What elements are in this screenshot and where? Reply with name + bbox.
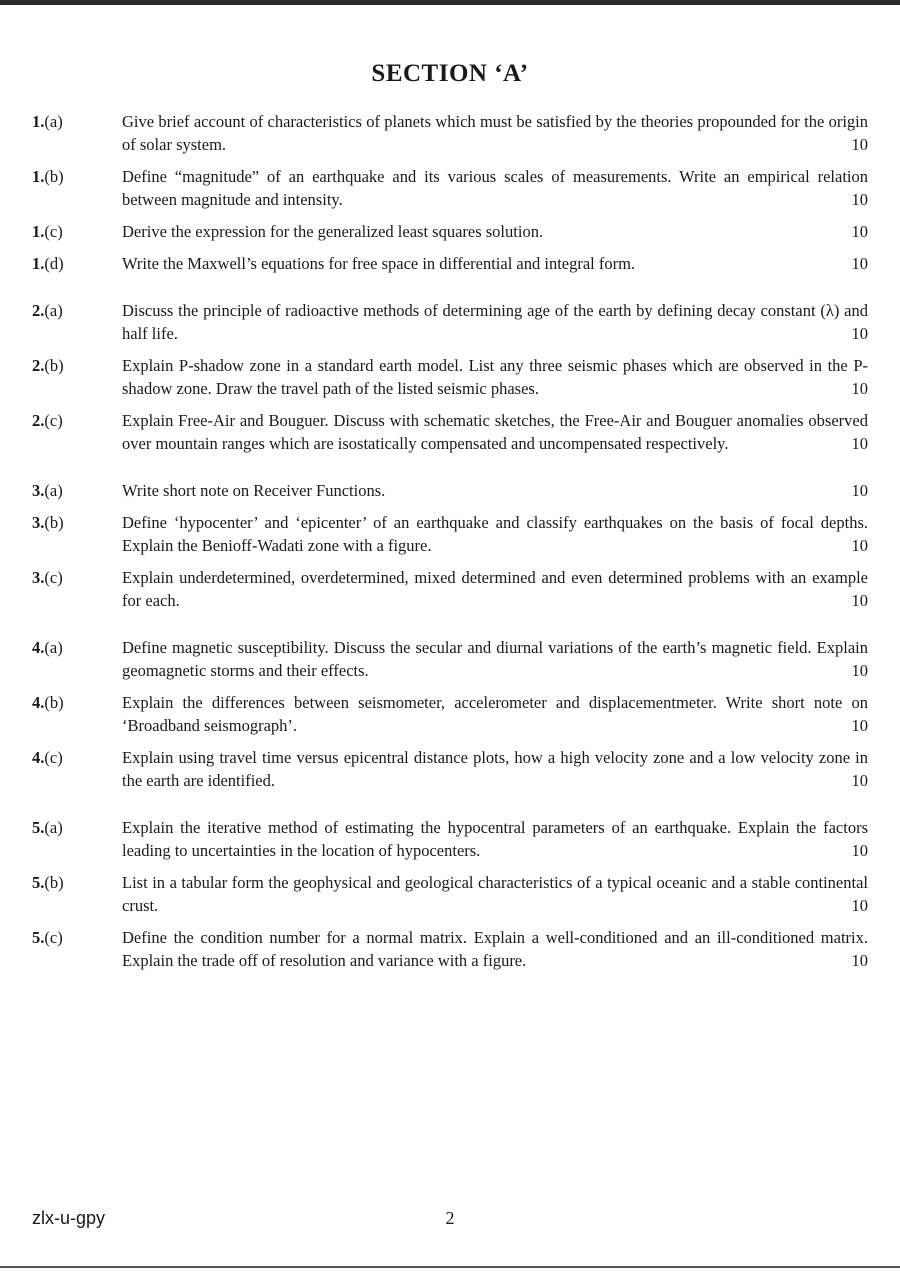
question-body (122, 926, 868, 972)
question-number-part: (b) (44, 356, 64, 375)
question-marks: 10 (851, 222, 868, 241)
question-number-main: 5. (32, 873, 45, 892)
question-gap (32, 345, 868, 354)
question-text: Write short note on Receiver Functions. (122, 481, 386, 500)
question-number-part: (a) (44, 818, 63, 837)
question-body (122, 299, 868, 345)
question-marks: 10 (851, 536, 868, 555)
question-number (32, 220, 122, 243)
question-text: Write the Maxwell’s equations for free space in differential and integral form. (122, 254, 636, 273)
question-text: Define the condition number for a normal matrix. Explain a well-conditioned and an ill-conditioned matrix. Explain the trade off of resolution and variance with a figure. (122, 928, 868, 970)
question-number-main: 3. (32, 568, 45, 587)
question-gap (32, 682, 868, 691)
question-group-gap (32, 612, 868, 636)
question-body (122, 691, 868, 737)
question-group-gap (32, 792, 868, 816)
question-body (122, 220, 868, 243)
question-gap (32, 502, 868, 511)
question-item (32, 746, 868, 792)
question-number-part: (b) (44, 873, 64, 892)
question-number-part: (c) (44, 568, 63, 587)
question-marks: 10 (851, 324, 868, 343)
question-text: Define ‘hypocenter’ and ‘epicenter’ of an earthquake and classify earthquakes on the basis of focal depths. Explain the Benioff-Wadati zone with a figure. (122, 513, 868, 555)
question-body (122, 566, 868, 612)
question-item (32, 871, 868, 917)
question-number (32, 479, 122, 502)
question-marks: 10 (851, 591, 868, 610)
question-item (32, 220, 868, 243)
question-number-part: (c) (44, 928, 63, 947)
question-number (32, 636, 122, 682)
question-text: Explain using travel time versus epicentral distance plots, how a high velocity zone and a low velocity zone in the earth are identified. (122, 748, 868, 790)
question-marks: 10 (851, 135, 868, 154)
question-number-main: 1. (32, 254, 45, 273)
question-number-part: (a) (44, 638, 63, 657)
question-text: Discuss the principle of radioactive methods of determining age of the earth by defining decay constant (λ) and half life. (122, 301, 868, 343)
question-number-main: 2. (32, 356, 45, 375)
question-body (122, 871, 868, 917)
question-number-main: 1. (32, 222, 45, 241)
question-number (32, 816, 122, 862)
question-list (32, 110, 868, 972)
question-marks: 10 (851, 254, 868, 273)
question-number-part: (a) (44, 481, 63, 500)
question-number (32, 252, 122, 275)
question-item (32, 299, 868, 345)
question-gap (32, 917, 868, 926)
question-body (122, 746, 868, 792)
question-marks: 10 (851, 661, 868, 680)
question-item (32, 566, 868, 612)
question-marks: 10 (851, 379, 868, 398)
question-number (32, 299, 122, 345)
question-number-main: 1. (32, 112, 45, 131)
question-body (122, 479, 868, 502)
question-body (122, 354, 868, 400)
question-number-main: 4. (32, 693, 45, 712)
question-group-gap (32, 455, 868, 479)
question-text: Explain Free-Air and Bouguer. Discuss with schematic sketches, the Free-Air and Bouguer anomalies observed over mountain ranges which are isostatically compensated and uncompensated respectively. (122, 411, 868, 453)
question-gap (32, 156, 868, 165)
question-item (32, 926, 868, 972)
question-number-part: (c) (44, 748, 63, 767)
section-title: SECTION ‘A’ (371, 60, 529, 87)
question-number-main: 2. (32, 301, 45, 320)
question-number-part: (c) (44, 411, 63, 430)
question-gap (32, 557, 868, 566)
question-body (122, 636, 868, 682)
question-number (32, 746, 122, 792)
question-marks: 10 (851, 716, 868, 735)
question-number (32, 165, 122, 211)
question-text: Define magnetic susceptibility. Discuss the secular and diurnal variations of the earth’s magnetic field. Explain geomagnetic storms and their effects. (122, 638, 868, 680)
question-number (32, 871, 122, 917)
question-item (32, 511, 868, 557)
question-gap (32, 737, 868, 746)
question-number (32, 926, 122, 972)
question-number-main: 5. (32, 928, 45, 947)
question-number-part: (b) (44, 513, 64, 532)
question-marks: 10 (851, 434, 868, 453)
question-text: Explain underdetermined, overdetermined, mixed determined and even determined problems with an example for each. (122, 568, 868, 610)
question-text: Derive the expression for the generalized least squares solution. (122, 222, 544, 241)
question-item (32, 636, 868, 682)
question-marks: 10 (851, 841, 868, 860)
question-text: Explain P-shadow zone in a standard earth model. List any three seismic phases which are observed in the P-shadow zone. Draw the travel path of the listed seismic phases. (122, 356, 868, 398)
question-body (122, 816, 868, 862)
question-marks: 10 (851, 951, 868, 970)
question-text: List in a tabular form the geophysical and geological characteristics of a typical oceanic and a stable continental crust. (122, 873, 868, 915)
page-number: 2 (445, 1208, 455, 1228)
top-border-rule (0, 0, 900, 5)
question-item (32, 479, 868, 502)
question-number-part: (a) (44, 301, 63, 320)
question-number-part: (a) (44, 112, 63, 131)
question-number-main: 4. (32, 638, 45, 657)
question-body (122, 165, 868, 211)
question-item (32, 816, 868, 862)
question-number (32, 354, 122, 400)
question-number-main: 5. (32, 818, 45, 837)
question-number-part: (b) (44, 693, 64, 712)
question-body (122, 511, 868, 557)
question-number (32, 409, 122, 455)
question-marks: 10 (851, 481, 868, 500)
question-body (122, 252, 868, 275)
question-number (32, 691, 122, 737)
question-marks: 10 (851, 771, 868, 790)
question-number (32, 110, 122, 156)
question-number-main: 2. (32, 411, 45, 430)
question-number-main: 1. (32, 167, 45, 186)
question-item (32, 691, 868, 737)
question-marks: 10 (851, 896, 868, 915)
question-item (32, 252, 868, 275)
question-item (32, 110, 868, 156)
question-number-main: 4. (32, 748, 45, 767)
question-body (122, 409, 868, 455)
question-number-part: (b) (44, 167, 64, 186)
question-group-gap (32, 275, 868, 299)
question-text: Explain the differences between seismometer, accelerometer and displacementmeter. Write short note on ‘Broadband seismograph’. (122, 693, 868, 735)
footer-code: zlx-u-gpy (32, 1208, 106, 1228)
question-gap (32, 400, 868, 409)
question-gap (32, 862, 868, 871)
question-gap (32, 211, 868, 220)
question-number (32, 511, 122, 557)
question-number-main: 3. (32, 513, 45, 532)
question-text: Explain the iterative method of estimating the hypocentral parameters of an earthquake. Explain the factors leading to uncertainties in the location of hypocenters. (122, 818, 868, 860)
question-body (122, 110, 868, 156)
question-item (32, 354, 868, 400)
question-number-part: (d) (44, 254, 64, 273)
question-marks: 10 (851, 190, 868, 209)
question-number (32, 566, 122, 612)
bottom-border-rule (0, 1266, 900, 1268)
question-gap (32, 243, 868, 252)
question-text: Give brief account of characteristics of planets which must be satisfied by the theories propounded for the origin of solar system. (122, 112, 868, 154)
question-number-part: (c) (44, 222, 63, 241)
question-number-main: 3. (32, 481, 45, 500)
question-item (32, 165, 868, 211)
question-item (32, 409, 868, 455)
question-text: Define “magnitude” of an earthquake and its various scales of measurements. Write an empirical relation between magnitude and intensity. (122, 167, 868, 209)
